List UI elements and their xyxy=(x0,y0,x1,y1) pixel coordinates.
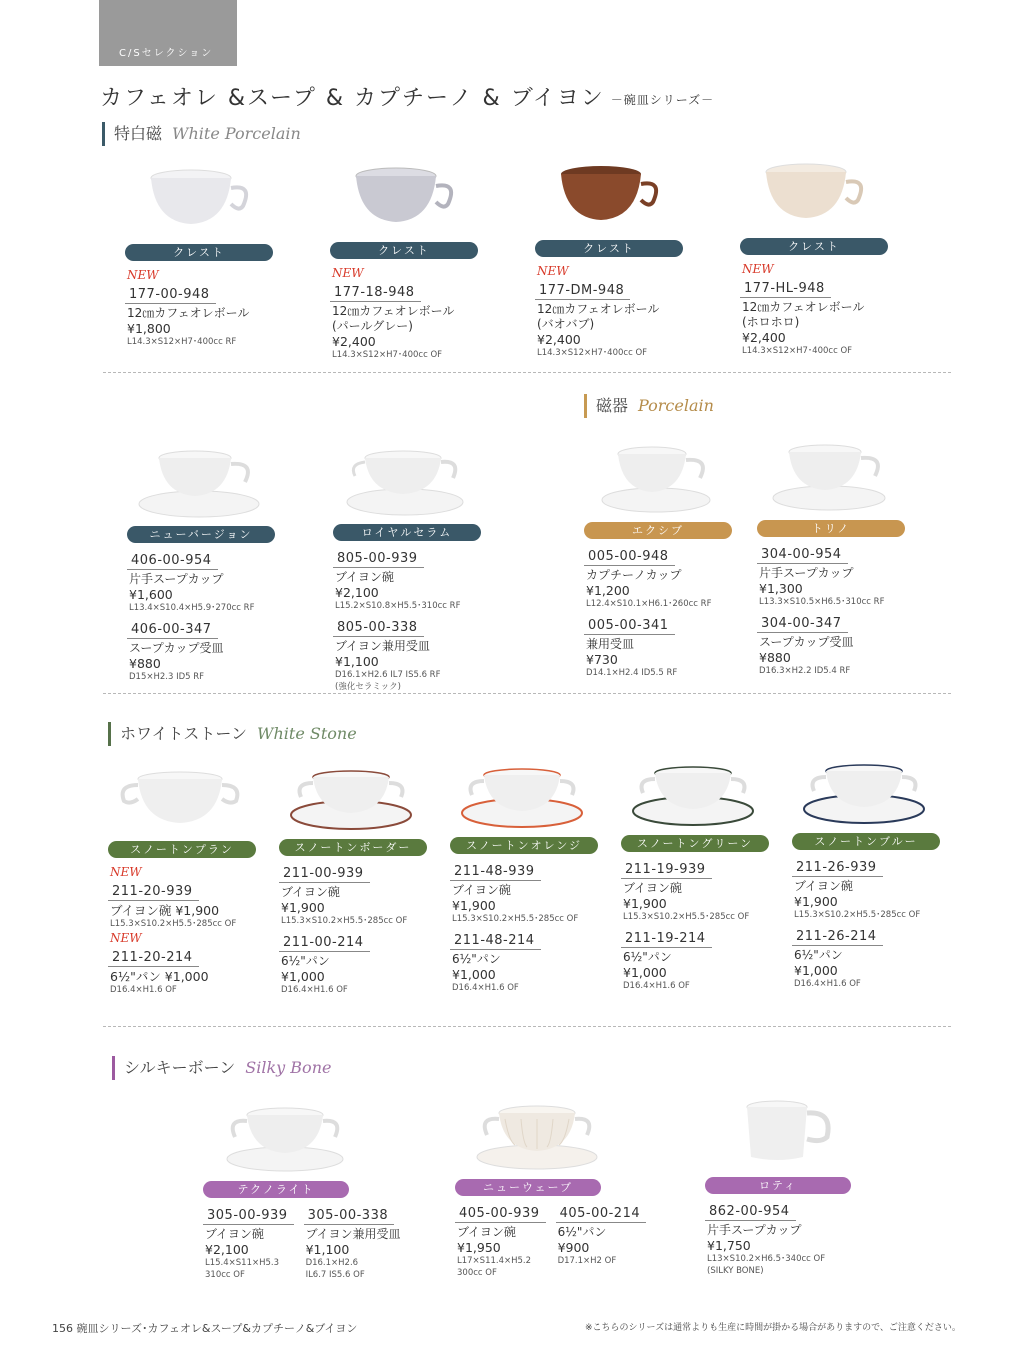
bouillon-cup-saucer-image xyxy=(802,757,926,827)
product-name: スープカップ受皿 xyxy=(759,635,854,649)
cafe-au-lait-bowl-image xyxy=(545,156,669,234)
product-name: ブイヨン兼用受皿 xyxy=(335,639,430,653)
product-code: 177-00-948 xyxy=(125,287,216,304)
product-code: 805-00-338 xyxy=(333,620,424,637)
product-code: 304-00-954 xyxy=(757,547,848,564)
product-spec: L12.4×S10.1×H6.1･260cc RF xyxy=(586,599,712,609)
product-price: ¥2,400 xyxy=(537,332,581,347)
product-card[interactable] xyxy=(705,1093,855,1277)
product-spec: L15.3×S10.2×H5.5･285cc OF xyxy=(452,914,579,924)
soup-cup-saucer-image xyxy=(767,436,891,514)
product-spec: D16.4×H1.6 OF xyxy=(452,983,519,993)
bouillon-cup-saucer-image xyxy=(475,1095,599,1173)
product-name: 片手スープカップ xyxy=(707,1223,802,1237)
product-card[interactable] xyxy=(740,154,888,357)
product-card[interactable] xyxy=(127,442,275,683)
new-badge: NEW xyxy=(110,865,142,879)
product-spec: L15.3×S10.2×H5.5･285cc OF xyxy=(281,916,408,926)
product-spec: 300cc OF xyxy=(457,1268,497,1278)
product-code: 211-48-214 xyxy=(450,933,541,950)
footer-page-info: 156 碗皿シリーズ･カフェオレ&スープ&カプチーノ&ブイヨン xyxy=(52,1322,358,1335)
product-name: ブイヨン碗 xyxy=(457,1225,516,1239)
section-jp: 特白磁 xyxy=(114,124,163,143)
bouillon-cup-image xyxy=(118,765,242,835)
product-price: ¥1,600 xyxy=(129,587,173,602)
product-card[interactable] xyxy=(330,158,478,361)
section-en: White Stone xyxy=(257,724,357,743)
product-code: 211-20-939 xyxy=(108,884,199,901)
product-name: 兼用受皿 xyxy=(586,637,635,651)
cafe-au-lait-bowl-image xyxy=(135,160,259,238)
product-price: ¥880 xyxy=(129,656,161,671)
product-name: ブイヨン碗 xyxy=(281,885,340,899)
section-silky-bone xyxy=(112,1056,331,1080)
product-price: ¥1,900 xyxy=(281,900,325,915)
product-card[interactable] xyxy=(108,765,256,996)
product-name: ブイヨン碗 xyxy=(205,1227,264,1241)
product-code: 177-18-948 xyxy=(330,285,421,302)
bouillon-cup-saucer-image xyxy=(223,1097,347,1175)
product-price: ¥1,000 xyxy=(281,969,325,984)
product-code: 211-20-214 xyxy=(108,950,199,967)
product-price: ¥1,950 xyxy=(457,1240,501,1255)
series-label: クレスト xyxy=(330,242,478,259)
product-price: ¥1,000 xyxy=(452,967,496,982)
product-color: (パールグレー) xyxy=(332,319,413,333)
product-name: 12㎝カフェオレボール xyxy=(332,304,455,318)
new-badge: NEW xyxy=(110,931,142,945)
product-code: 211-26-939 xyxy=(792,860,883,877)
series-label: ロティ xyxy=(705,1177,851,1194)
product-price: ¥900 xyxy=(557,1240,590,1255)
product-code: 305-00-939 xyxy=(203,1208,294,1225)
soup-cup-image xyxy=(723,1093,847,1171)
new-badge: NEW xyxy=(742,262,774,276)
product-name: ブイヨン碗 xyxy=(452,883,511,897)
product-price: ¥1,300 xyxy=(759,581,803,596)
series-label: スノートンボーダー xyxy=(279,839,427,856)
product-name: 12㎝カフェオレボール xyxy=(127,306,250,320)
product-spec: L15.3×S10.2×H5.5･285cc OF xyxy=(794,910,921,920)
product-name: ブイヨン兼用受皿 xyxy=(305,1227,401,1241)
product-code: 211-26-214 xyxy=(792,929,883,946)
bouillon-cup-saucer-image xyxy=(343,440,467,518)
product-name: 12㎝カフェオレボール xyxy=(742,300,865,314)
product-code: 211-19-214 xyxy=(621,931,712,948)
section-jp: ホワイトストーン xyxy=(120,724,248,743)
product-card[interactable] xyxy=(792,757,940,990)
product-code: 211-19-939 xyxy=(621,862,712,879)
product-name: 片手スープカップ xyxy=(759,566,854,580)
bouillon-cup-saucer-image xyxy=(460,761,584,831)
product-card[interactable] xyxy=(279,763,427,996)
series-label: スノートンブルー xyxy=(792,833,940,850)
series-label: クレスト xyxy=(740,238,888,255)
product-code: 211-48-939 xyxy=(450,864,541,881)
product-name: 6½"パン xyxy=(557,1225,607,1239)
product-spec: L15.3×S10.2×H5.5･285cc OF xyxy=(110,919,237,929)
series-label: ロイヤルセラム xyxy=(333,524,481,541)
product-name-price: ブイヨン碗 ¥1,900 xyxy=(110,903,220,918)
product-color: (ホロホロ) xyxy=(742,315,800,329)
product-price: ¥1,750 xyxy=(707,1238,751,1253)
product-spec: L15.4×S11×H5.3 xyxy=(205,1258,280,1268)
product-card[interactable] xyxy=(333,440,481,693)
section-white-stone xyxy=(108,722,357,746)
product-card[interactable] xyxy=(757,436,905,677)
divider xyxy=(103,693,951,694)
bouillon-cup-saucer-image xyxy=(289,763,413,833)
section-jp: シルキーボーン xyxy=(124,1058,236,1077)
product-note: (強化セラミック) xyxy=(335,682,401,692)
product-price: ¥880 xyxy=(759,650,791,665)
product-spec: L14.3×S12×H7･400cc OF xyxy=(537,348,648,358)
product-price: ¥1,100 xyxy=(305,1242,350,1257)
product-spec: D16.3×H2.2 ID5.4 RF xyxy=(759,666,851,676)
series-label: クレスト xyxy=(535,240,683,257)
product-code: 177-HL-948 xyxy=(740,281,831,298)
product-name: 6½"パン xyxy=(452,952,501,966)
product-spec: IL6.7 IS5.6 OF xyxy=(305,1270,365,1280)
product-code: 405-00-214 xyxy=(556,1206,647,1223)
product-name: 片手スープカップ xyxy=(129,572,224,586)
product-name: 12㎝カフェオレボール xyxy=(537,302,660,316)
product-code: 304-00-347 xyxy=(757,616,848,633)
product-name: 6½"パン xyxy=(623,950,672,964)
product-name: ブイヨン碗 xyxy=(335,570,394,584)
section-porcelain xyxy=(584,394,714,418)
product-price: ¥2,400 xyxy=(332,334,376,349)
series-label: テクノライト xyxy=(203,1181,349,1198)
product-spec: D15×H2.3 ID5 RF xyxy=(129,672,205,682)
product-card[interactable] xyxy=(203,1097,403,1281)
product-price: ¥1,000 xyxy=(623,965,667,980)
new-badge: NEW xyxy=(127,268,159,282)
product-price: ¥2,100 xyxy=(205,1242,249,1257)
product-spec: D17.1×H2 OF xyxy=(557,1256,617,1266)
divider xyxy=(103,372,951,373)
cappuccino-cup-saucer-image xyxy=(594,438,718,516)
product-spec: L13×S10.2×H6.5･340cc OF xyxy=(707,1254,826,1264)
product-name: スープカップ受皿 xyxy=(129,641,224,655)
section-en: Porcelain xyxy=(638,396,714,415)
series-label: ニューバージョン xyxy=(127,526,275,543)
product-code: 005-00-948 xyxy=(584,549,675,566)
product-price: ¥730 xyxy=(586,652,618,667)
product-spec: L14.3×S12×H7･400cc OF xyxy=(742,346,853,356)
product-spec: D16.1×H2.6 xyxy=(305,1258,359,1268)
product-card[interactable] xyxy=(450,761,598,994)
page-title-text: カフェオレ &スープ & カプチーノ & ブイヨン xyxy=(100,86,605,111)
product-code: 406-00-954 xyxy=(127,553,218,570)
page-title xyxy=(100,81,714,112)
product-name: ブイヨン碗 xyxy=(794,879,853,893)
product-code: 005-00-341 xyxy=(584,618,675,635)
series-label: ニューウェーブ xyxy=(455,1179,601,1196)
product-code: 862-00-954 xyxy=(705,1204,796,1221)
product-name-price: 6½"パン ¥1,000 xyxy=(110,969,209,984)
product-card[interactable] xyxy=(621,759,769,992)
product-code: 177-DM-948 xyxy=(535,283,630,300)
product-price: ¥1,900 xyxy=(452,898,496,913)
product-name: カプチーノカップ xyxy=(586,568,682,582)
product-price: ¥1,000 xyxy=(794,963,838,978)
category-tab: C/Sセレクション xyxy=(99,0,237,66)
product-code: 211-00-939 xyxy=(279,866,370,883)
product-spec: L14.3×S12×H7･400cc OF xyxy=(332,350,443,360)
product-card[interactable] xyxy=(584,438,732,679)
new-badge: NEW xyxy=(537,264,569,278)
product-code: 406-00-347 xyxy=(127,622,218,639)
product-price: ¥1,100 xyxy=(335,654,379,669)
series-label: クレスト xyxy=(125,244,273,261)
product-spec: D16.4×H1.6 OF xyxy=(110,985,177,995)
product-code: 405-00-939 xyxy=(455,1206,546,1223)
product-spec: D14.1×H2.4 ID5.5 RF xyxy=(586,668,678,678)
product-spec: (SILKY BONE) xyxy=(707,1266,764,1276)
product-spec: L13.3×S10.5×H6.5･310cc RF xyxy=(759,597,885,607)
product-price: ¥1,900 xyxy=(623,896,667,911)
product-spec: L13.4×S10.4×H5.9･270cc RF xyxy=(129,603,255,613)
product-color: (バオバブ) xyxy=(537,317,595,331)
series-label: トリノ xyxy=(757,520,905,537)
product-card[interactable] xyxy=(455,1095,655,1279)
product-code: 305-00-338 xyxy=(304,1208,395,1225)
product-price: ¥1,800 xyxy=(127,321,171,336)
series-label: スノートングリーン xyxy=(621,835,769,852)
divider xyxy=(103,1026,951,1027)
bouillon-cup-saucer-image xyxy=(631,759,755,829)
product-name: ブイヨン碗 xyxy=(623,881,682,895)
section-white-porcelain xyxy=(102,122,301,146)
product-spec: L15.2×S10.8×H5.5･310cc RF xyxy=(335,601,461,611)
section-jp: 磁器 xyxy=(596,396,629,415)
product-spec: D16.4×H1.6 OF xyxy=(794,979,861,989)
section-en: White Porcelain xyxy=(172,124,301,143)
product-card[interactable] xyxy=(125,160,273,348)
product-spec: D16.4×H1.6 OF xyxy=(281,985,348,995)
product-name: 6½"パン xyxy=(281,954,330,968)
product-name: 6½"パン xyxy=(794,948,843,962)
product-card[interactable] xyxy=(535,156,683,359)
footer-note: ※こちらのシリーズは通常よりも生産に時間が掛かる場合がありますので、ご注意ください。 xyxy=(585,1323,961,1333)
product-spec: D16.4×H1.6 OF xyxy=(623,981,690,991)
product-price: ¥2,100 xyxy=(335,585,379,600)
series-label: スノートンオレンジ xyxy=(450,837,598,854)
soup-cup-saucer-image xyxy=(137,442,261,520)
product-spec: L14.3×S12×H7･400cc RF xyxy=(127,337,237,347)
new-badge: NEW xyxy=(332,266,364,280)
product-price: ¥1,200 xyxy=(586,583,630,598)
product-spec: L17×S11.4×H5.2 xyxy=(457,1256,532,1266)
series-label: スノートンプラン xyxy=(108,841,256,858)
product-spec: 310cc OF xyxy=(205,1270,245,1280)
page-subtitle: －碗皿シリーズ－ xyxy=(610,92,715,107)
cafe-au-lait-bowl-image xyxy=(750,154,874,232)
series-label: エクシブ xyxy=(584,522,732,539)
product-price: ¥2,400 xyxy=(742,330,786,345)
product-price: ¥1,900 xyxy=(794,894,838,909)
product-code: 211-00-214 xyxy=(279,935,370,952)
cafe-au-lait-bowl-image xyxy=(340,158,464,236)
product-spec: D16.1×H2.6 IL7 IS5.6 RF xyxy=(335,670,441,680)
product-code: 805-00-939 xyxy=(333,551,424,568)
product-spec: L15.3×S10.2×H5.5･285cc OF xyxy=(623,912,750,922)
section-en: Silky Bone xyxy=(245,1058,332,1077)
